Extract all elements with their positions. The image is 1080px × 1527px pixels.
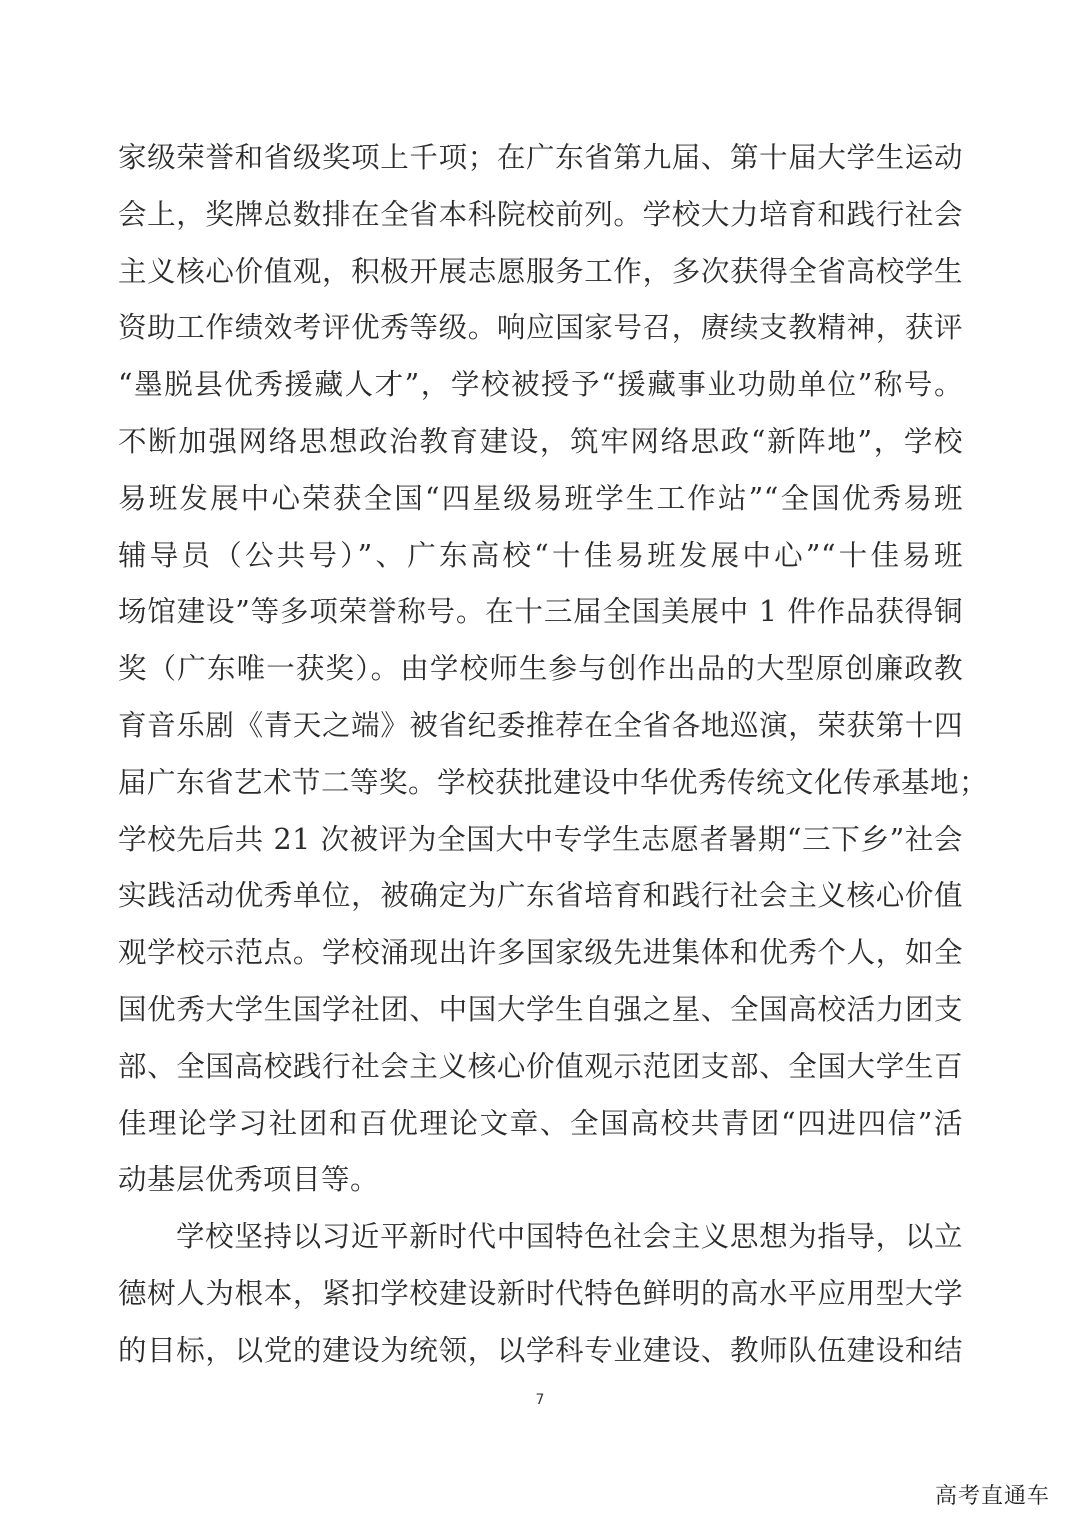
text-line: 奖（广东唯一获奖）。由学校师生参与创作出品的大型原创廉政教 — [118, 652, 963, 686]
paragraph-2 — [118, 1209, 963, 1379]
text-line: 不断加强网络思想政治教育建设，筑牢网络思政“新阵地”，学校 — [118, 424, 963, 458]
text-line: 资助工作绩效考评优秀等级。响应国家号召，赓续支教精神，获评 — [118, 311, 963, 345]
text-line: 主义核心价值观，积极开展志愿服务工作，多次获得全省高校学生 — [118, 254, 963, 288]
text-line: 国优秀大学生国学社团、中国大学生自强之星、全国高校活力团支 — [118, 992, 963, 1026]
watermark-logo-text: 高考直通车 — [934, 1484, 1050, 1509]
text-line: 实践活动优秀单位，被确定为广东省培育和践行社会主义核心价值 — [118, 879, 963, 913]
paragraph-1 — [118, 130, 989, 1209]
text-line: 场馆建设”等多项荣誉称号。在十三届全国美展中 1 件作品获得铜 — [118, 595, 963, 629]
body-text — [118, 130, 989, 1380]
page-number: 7 — [535, 1392, 545, 1408]
text-line: 易班发展中心荣获全国“四星级易班学生工作站”“全国优秀易班 — [118, 481, 963, 515]
text-line: 学校先后共 21 次被评为全国大中专学生志愿者暑期“三下乡”社会 — [118, 822, 963, 856]
text-line: 学校坚持以习近平新时代中国特色社会主义思想为指导，以立 — [176, 1220, 963, 1254]
text-line: 动基层优秀项目等。 — [118, 1163, 380, 1197]
text-line: 佳理论学习社团和百优理论文章、全国高校共青团“四进四信”活 — [118, 1106, 963, 1140]
text-line: “墨脱县优秀援藏人才”，学校被授予“援藏事业功勋单位”称号。 — [118, 368, 963, 402]
text-line: 观学校示范点。学校涌现出许多国家级先进集体和优秀个人，如全 — [118, 936, 963, 970]
text-line: 的目标，以党的建设为统领，以学科专业建设、教师队伍建设和结 — [118, 1333, 963, 1367]
text-line: 会上，奖牌总数排在全省本科院校前列。学校大力培育和践行社会 — [118, 197, 963, 231]
text-line: 德树人为根本，紧扣学校建设新时代特色鲜明的高水平应用型大学 — [118, 1276, 963, 1310]
text-line: 届广东省艺术节二等奖。学校获批建设中华优秀传统文化传承基地； — [118, 765, 989, 799]
text-line: 育音乐剧《青天之端》被省纪委推荐在全省各地巡演，荣获第十四 — [118, 708, 963, 742]
text-line: 辅导员（公共号）”、广东高校“十佳易班发展中心”“十佳易班 — [118, 538, 963, 572]
text-line: 部、全国高校践行社会主义核心价值观示范团支部、全国大学生百 — [118, 1049, 963, 1083]
text-line: 家级荣誉和省级奖项上千项；在广东省第九届、第十届大学生运动 — [118, 141, 963, 174]
